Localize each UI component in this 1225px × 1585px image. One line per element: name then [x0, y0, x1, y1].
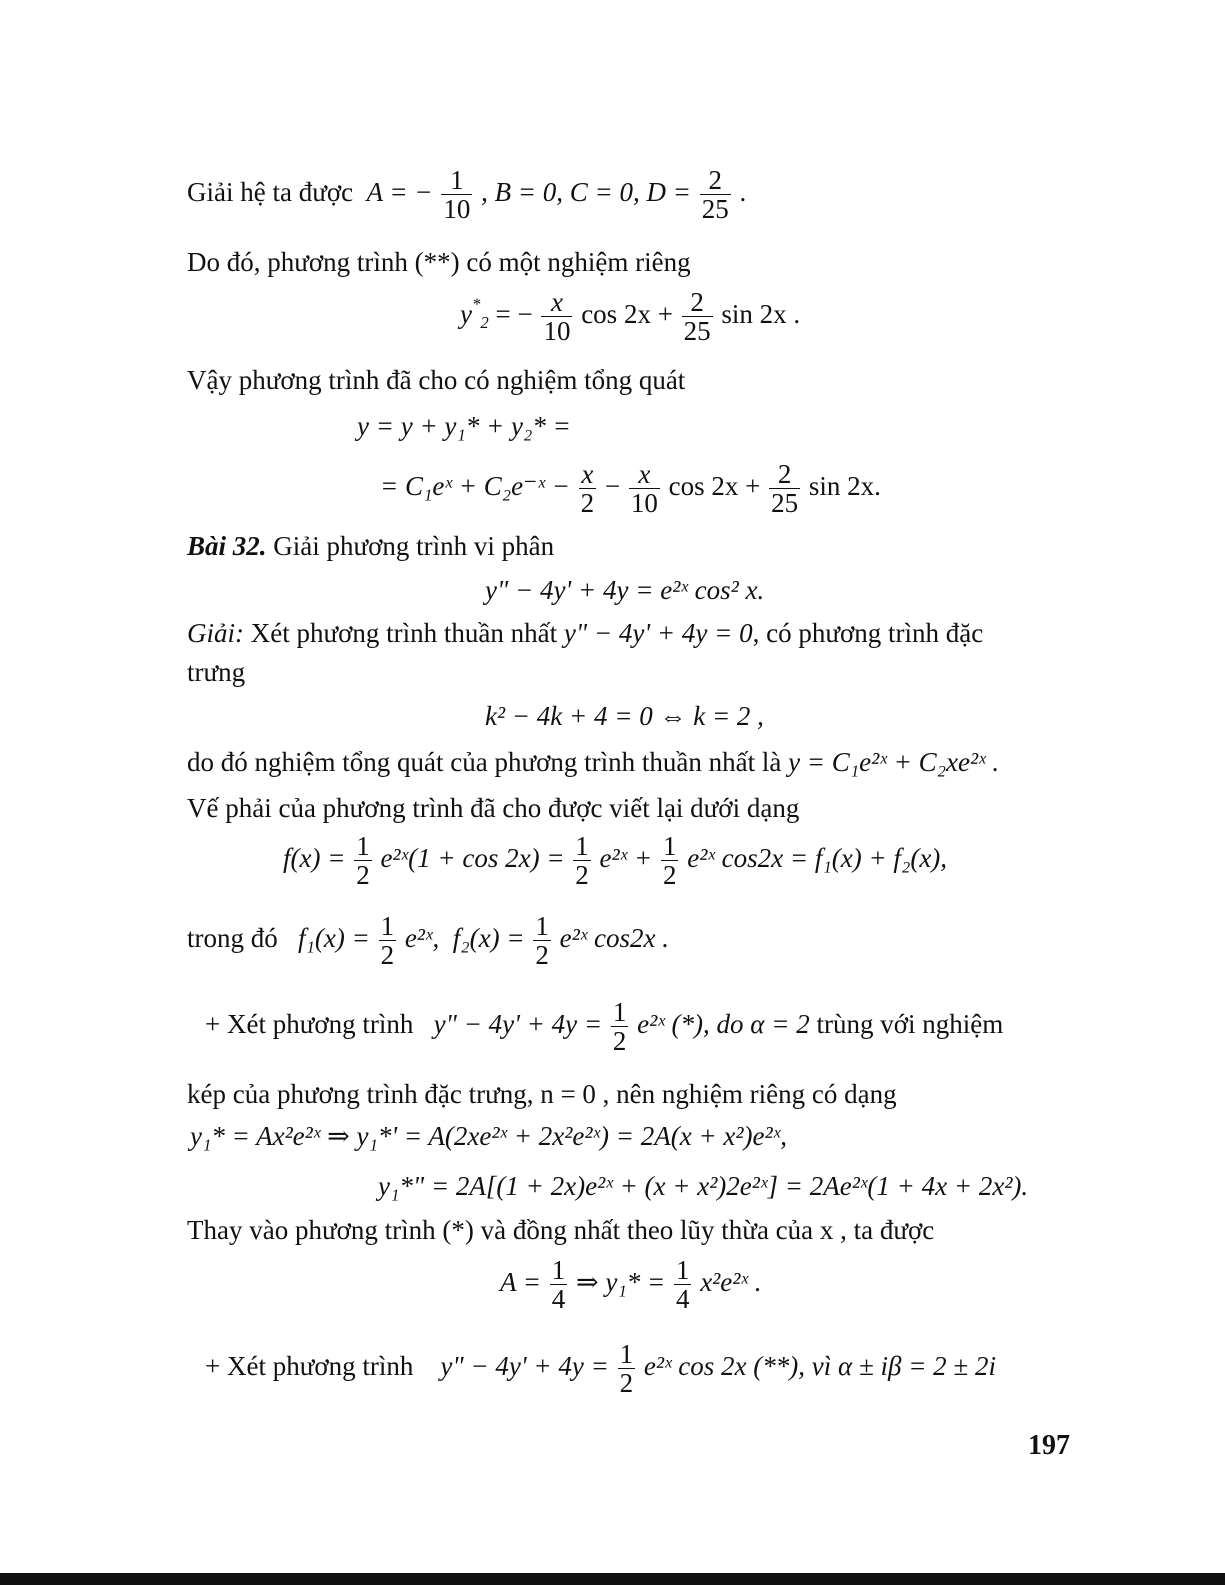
- fraction-a-1: $\frac{1}{4}$: [551, 1255, 566, 1315]
- a-lhs: A =: [500, 1267, 541, 1298]
- line-where: [187, 912, 669, 970]
- solution-cont: trưng: [187, 657, 246, 687]
- case1-eq: y" − 4y' + 4y =: [433, 1009, 603, 1040]
- fraction-2-25b: $\frac{2}{25}$: [771, 459, 799, 519]
- case1-prefix: + Xét phương trình: [205, 1009, 414, 1040]
- solution-intro: [187, 617, 983, 649]
- case2-prefix: + Xét phương trình: [205, 1351, 414, 1382]
- equation-general-1: y = y + y₁* + y₂* =: [357, 411, 571, 441]
- where-t2: e²ˣ cos2x .: [559, 923, 670, 954]
- equation-y1-derivative: y₁* = Ax²e²ˣ ⇒ y₁*' = A(2xe²ˣ + 2x²e²ˣ) = 2A(x + x²)e²ˣ,: [190, 1121, 787, 1151]
- a-mid: ⇒ y₁* =: [575, 1267, 666, 1298]
- fraction-x-2: $\frac{x}{2}$: [580, 459, 595, 519]
- case-1: [205, 998, 1003, 1056]
- a-t: x²e²ˣ .: [700, 1267, 762, 1298]
- solution-eq: y" − 4y' + 4y = 0: [563, 618, 753, 648]
- line-substitute: Thay vào phương trình (*) và đồng nhất theo lũy thừa của x , ta được: [187, 1215, 935, 1245]
- math-sin: sin 2x .: [721, 299, 801, 330]
- math-a-lhs: A = −: [366, 177, 433, 208]
- case1-t: e²ˣ (*), do: [637, 1009, 744, 1040]
- fx-lhs: f(x) =: [283, 843, 346, 874]
- case-1-cont: kép của phương trình đặc trưng, n = 0 , nên nghiệm riêng có dạng: [187, 1079, 897, 1109]
- line-particular-intro: Do đó, phương trình (**) có một nghiệm riêng: [187, 247, 691, 277]
- fx-t2: e²ˣ +: [599, 843, 653, 874]
- line-general-intro: Vậy phương trình đã cho có nghiệm tổng quát: [187, 365, 686, 395]
- equation-general-2: [380, 460, 881, 518]
- exercise-text: Giải phương trình vi phân: [266, 531, 555, 561]
- fraction-c2: $\frac{1}{2}$: [619, 1339, 634, 1399]
- exercise-label: Bài 32.: [187, 531, 267, 561]
- line-rhs: Vế phải của phương trình đã cho được viết lại dưới dạng: [187, 793, 800, 823]
- equation-a-value: [500, 1256, 761, 1314]
- fraction-2-25: $\frac{2}{25}$: [683, 287, 711, 347]
- fraction-w-1: $\frac{1}{2}$: [380, 911, 395, 971]
- where-t1: e²ˣ,: [404, 923, 440, 954]
- fraction-x-10: $\frac{x}{10}$: [543, 287, 571, 347]
- fx-t3: e²ˣ cos2x = f₁(x) + f₂(x),: [687, 843, 948, 874]
- equation-y1-second-derivative: y₁*" = 2A[(1 + 2x)e²ˣ + (x + x²)2e²ˣ] = 2Ae²ˣ(1 + 4x + 2x²).: [378, 1171, 1029, 1201]
- case2-eq: y" − 4y' + 4y =: [440, 1351, 609, 1382]
- math-cos-b: cos 2x +: [668, 471, 761, 502]
- line-solve-system: [187, 166, 746, 224]
- fx-t1: e²ˣ(1 + cos 2x) =: [380, 843, 565, 874]
- bottom-border: [0, 1573, 1225, 1585]
- solution-text2: , có phương trình đặc: [752, 618, 984, 648]
- equation-y2-particular: [460, 288, 800, 346]
- equation-main: y" − 4y' + 4y = e²ˣ cos² x.: [485, 575, 765, 605]
- page-number: 197: [1028, 1430, 1070, 1461]
- exercise-heading: [187, 530, 554, 562]
- case1-rest: trùng với nghiệm: [809, 1009, 1004, 1040]
- fraction-x-10b: $\frac{x}{10}$: [630, 459, 658, 519]
- math-eq: = −: [495, 299, 533, 330]
- solution-text: Xét phương trình thuần nhất: [244, 618, 564, 648]
- math-gen-start: = C₁eˣ + C₂e⁻ˣ −: [380, 471, 570, 502]
- where-f2: f₂(x) =: [452, 923, 525, 954]
- equation-characteristic: k² − 4k + 4 = 0 ⇔ k = 2 ,: [485, 701, 764, 731]
- fraction-a-2: $\frac{1}{4}$: [675, 1255, 690, 1315]
- math-minus: −: [604, 471, 621, 502]
- fraction-a: $\frac{1}{10}$: [443, 165, 471, 225]
- text-solve-system: Giải hệ ta được: [187, 177, 354, 208]
- case2-t: e²ˣ cos 2x (**), vì: [643, 1351, 832, 1382]
- where-f1: f₁(x) =: [298, 923, 370, 954]
- case1-alpha: α = 2: [750, 1009, 810, 1040]
- math-bcd: , B = 0, C = 0, D =: [481, 177, 691, 208]
- fraction-w-2: $\frac{1}{2}$: [535, 911, 549, 971]
- line-homogeneous: [187, 746, 999, 778]
- homog-eq: y = C₁e²ˣ + C₂xe²ˣ .: [788, 747, 1000, 777]
- math-end: .: [739, 177, 747, 208]
- math-y2: $y^*_2$: [460, 294, 489, 333]
- math-sin-b: sin 2x.: [808, 471, 881, 502]
- homog-text: do đó nghiệm tổng quát của phương trình thuần nhất là: [187, 747, 789, 777]
- fraction-f-2: $\frac{1}{2}$: [575, 831, 589, 891]
- fraction-d: $\frac{2}{25}$: [701, 165, 729, 225]
- solution-label: Giải:: [187, 618, 244, 648]
- fraction-c1: $\frac{1}{2}$: [612, 997, 627, 1057]
- fraction-f-1: $\frac{1}{2}$: [356, 831, 370, 891]
- equation-fx: [283, 832, 947, 890]
- case-2: [205, 1340, 996, 1398]
- case2-rest: α ± iβ = 2 ± 2i: [838, 1351, 996, 1382]
- math-cos: cos 2x +: [581, 299, 673, 330]
- fraction-f-3: $\frac{1}{2}$: [662, 831, 677, 891]
- where-prefix: trong đó: [187, 923, 278, 954]
